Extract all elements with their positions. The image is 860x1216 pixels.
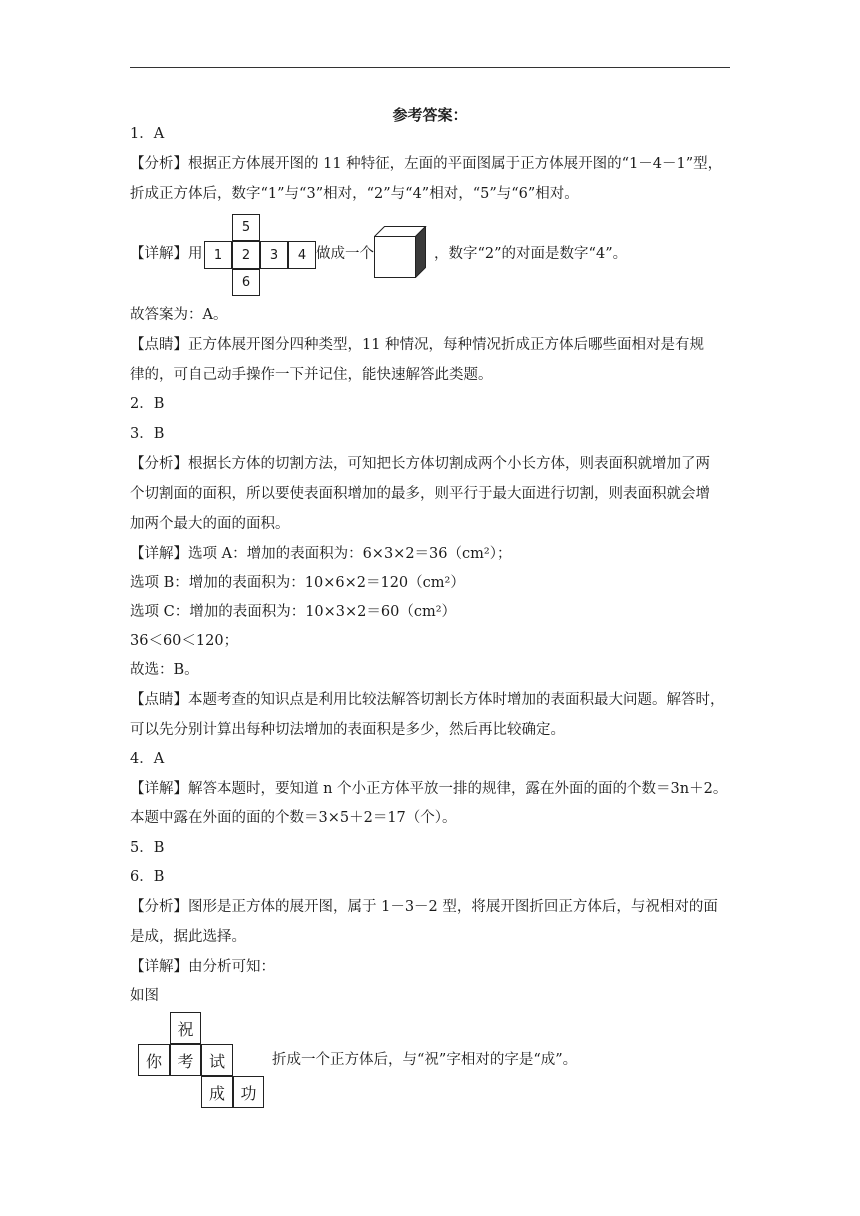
page-title: 参考答案： <box>392 106 468 124</box>
net-cell: 3 <box>260 241 288 269</box>
analysis-3c: 加两个最大的面的面积。 <box>130 516 290 532</box>
detail-1-middle: 做成一个 <box>316 246 374 262</box>
net-cell: 成 <box>201 1076 233 1108</box>
detail-6: 【详解】由分析可知： <box>130 959 275 975</box>
figure-caption: 折成一个正方体后，与“祝”字相对的字是“成”。 <box>272 1052 578 1068</box>
header-rule <box>130 67 730 68</box>
analysis-6b: 是成，据此选择。 <box>130 929 246 945</box>
net-cell: 2 <box>232 241 260 269</box>
analysis-1a: 【分析】根据正方体展开图的 11 种特征，左面的平面图属于正方体展开图的“1－4－1”型， <box>130 156 723 172</box>
answer-1: 1．A <box>130 126 165 142</box>
answer-4: 4．A <box>130 751 165 767</box>
detail-3-b: 选项 B：增加的表面积为：10×6×2＝120（cm²） <box>130 575 465 591</box>
tip-3a: 【点睛】本题考查的知识点是利用比较法解答切割长方体时增加的表面积最大问题。解答时， <box>130 692 725 708</box>
tip-1b: 律的，可自己动手操作一下并记住，能快速解答此类题。 <box>130 367 493 383</box>
net-cell: 1 <box>204 241 232 269</box>
detail-4a: 【详解】解答本题时，要知道 n 个小正方体平放一排的规律，露在外面的面的个数＝3n＋2。 <box>130 781 728 797</box>
tip-1a: 【点睛】正方体展开图分四种类型，11 种情况，每种情况折成正方体后哪些面相对是有规 <box>130 337 705 353</box>
detail-1-suffix: ，数字“2”的对面是数字“4”。 <box>434 246 628 262</box>
figure-label: 如图 <box>130 988 159 1004</box>
analysis-6a: 【分析】图形是正方体的展开图，属于 1－3－2 型，将展开图折回正方体后，与祝相对的面 <box>130 899 718 915</box>
net-cell-top: 祝 <box>170 1012 201 1044</box>
tip-3b: 可以先分别计算出每种切法增加的表面积是多少，然后再比较确定。 <box>130 722 565 738</box>
detail-1-prefix: 【详解】用 <box>130 246 203 262</box>
net-cell: 4 <box>288 241 316 269</box>
detail-3-a: 【详解】选项 A：增加的表面积为：6×3×2＝36（cm²）； <box>130 546 512 562</box>
answer-1-final: 故答案为：A。 <box>130 307 228 323</box>
cube-drawing <box>374 226 430 278</box>
answer-6: 6．B <box>130 869 165 885</box>
answer-2: 2．B <box>130 396 165 412</box>
answer-3-final: 故选：B。 <box>130 662 199 678</box>
detail-4b: 本题中露在外面的面的个数＝3×5＋2＝17（个）。 <box>130 810 457 826</box>
net-cell: 考 <box>170 1044 201 1076</box>
detail-3-c: 选项 C：增加的表面积为：10×3×2＝60（cm²） <box>130 604 457 620</box>
answer-5: 5．B <box>130 840 165 856</box>
net-cell: 试 <box>201 1044 233 1076</box>
net-cell: 你 <box>138 1044 170 1076</box>
net-cell: 功 <box>233 1076 264 1108</box>
cube-net-characters <box>138 1012 264 1108</box>
detail-3-compare: 36＜60＜120； <box>130 633 239 649</box>
cube-net-numbers <box>204 214 316 296</box>
analysis-3b: 个切割面的面积，所以要使表面积增加的最多，则平行于最大面进行切割，则表面积就会增 <box>130 486 710 502</box>
analysis-1b: 折成正方体后，数字“1”与“3”相对，“2”与“4”相对，“5”与“6”相对。 <box>130 186 579 202</box>
net-cell-top: 5 <box>232 214 260 241</box>
answer-3: 3．B <box>130 426 165 442</box>
analysis-3a: 【分析】根据长方体的切割方法，可知把长方体切割成两个小长方体，则表面积就增加了两 <box>130 456 710 472</box>
net-cell-bottom: 6 <box>232 269 260 296</box>
